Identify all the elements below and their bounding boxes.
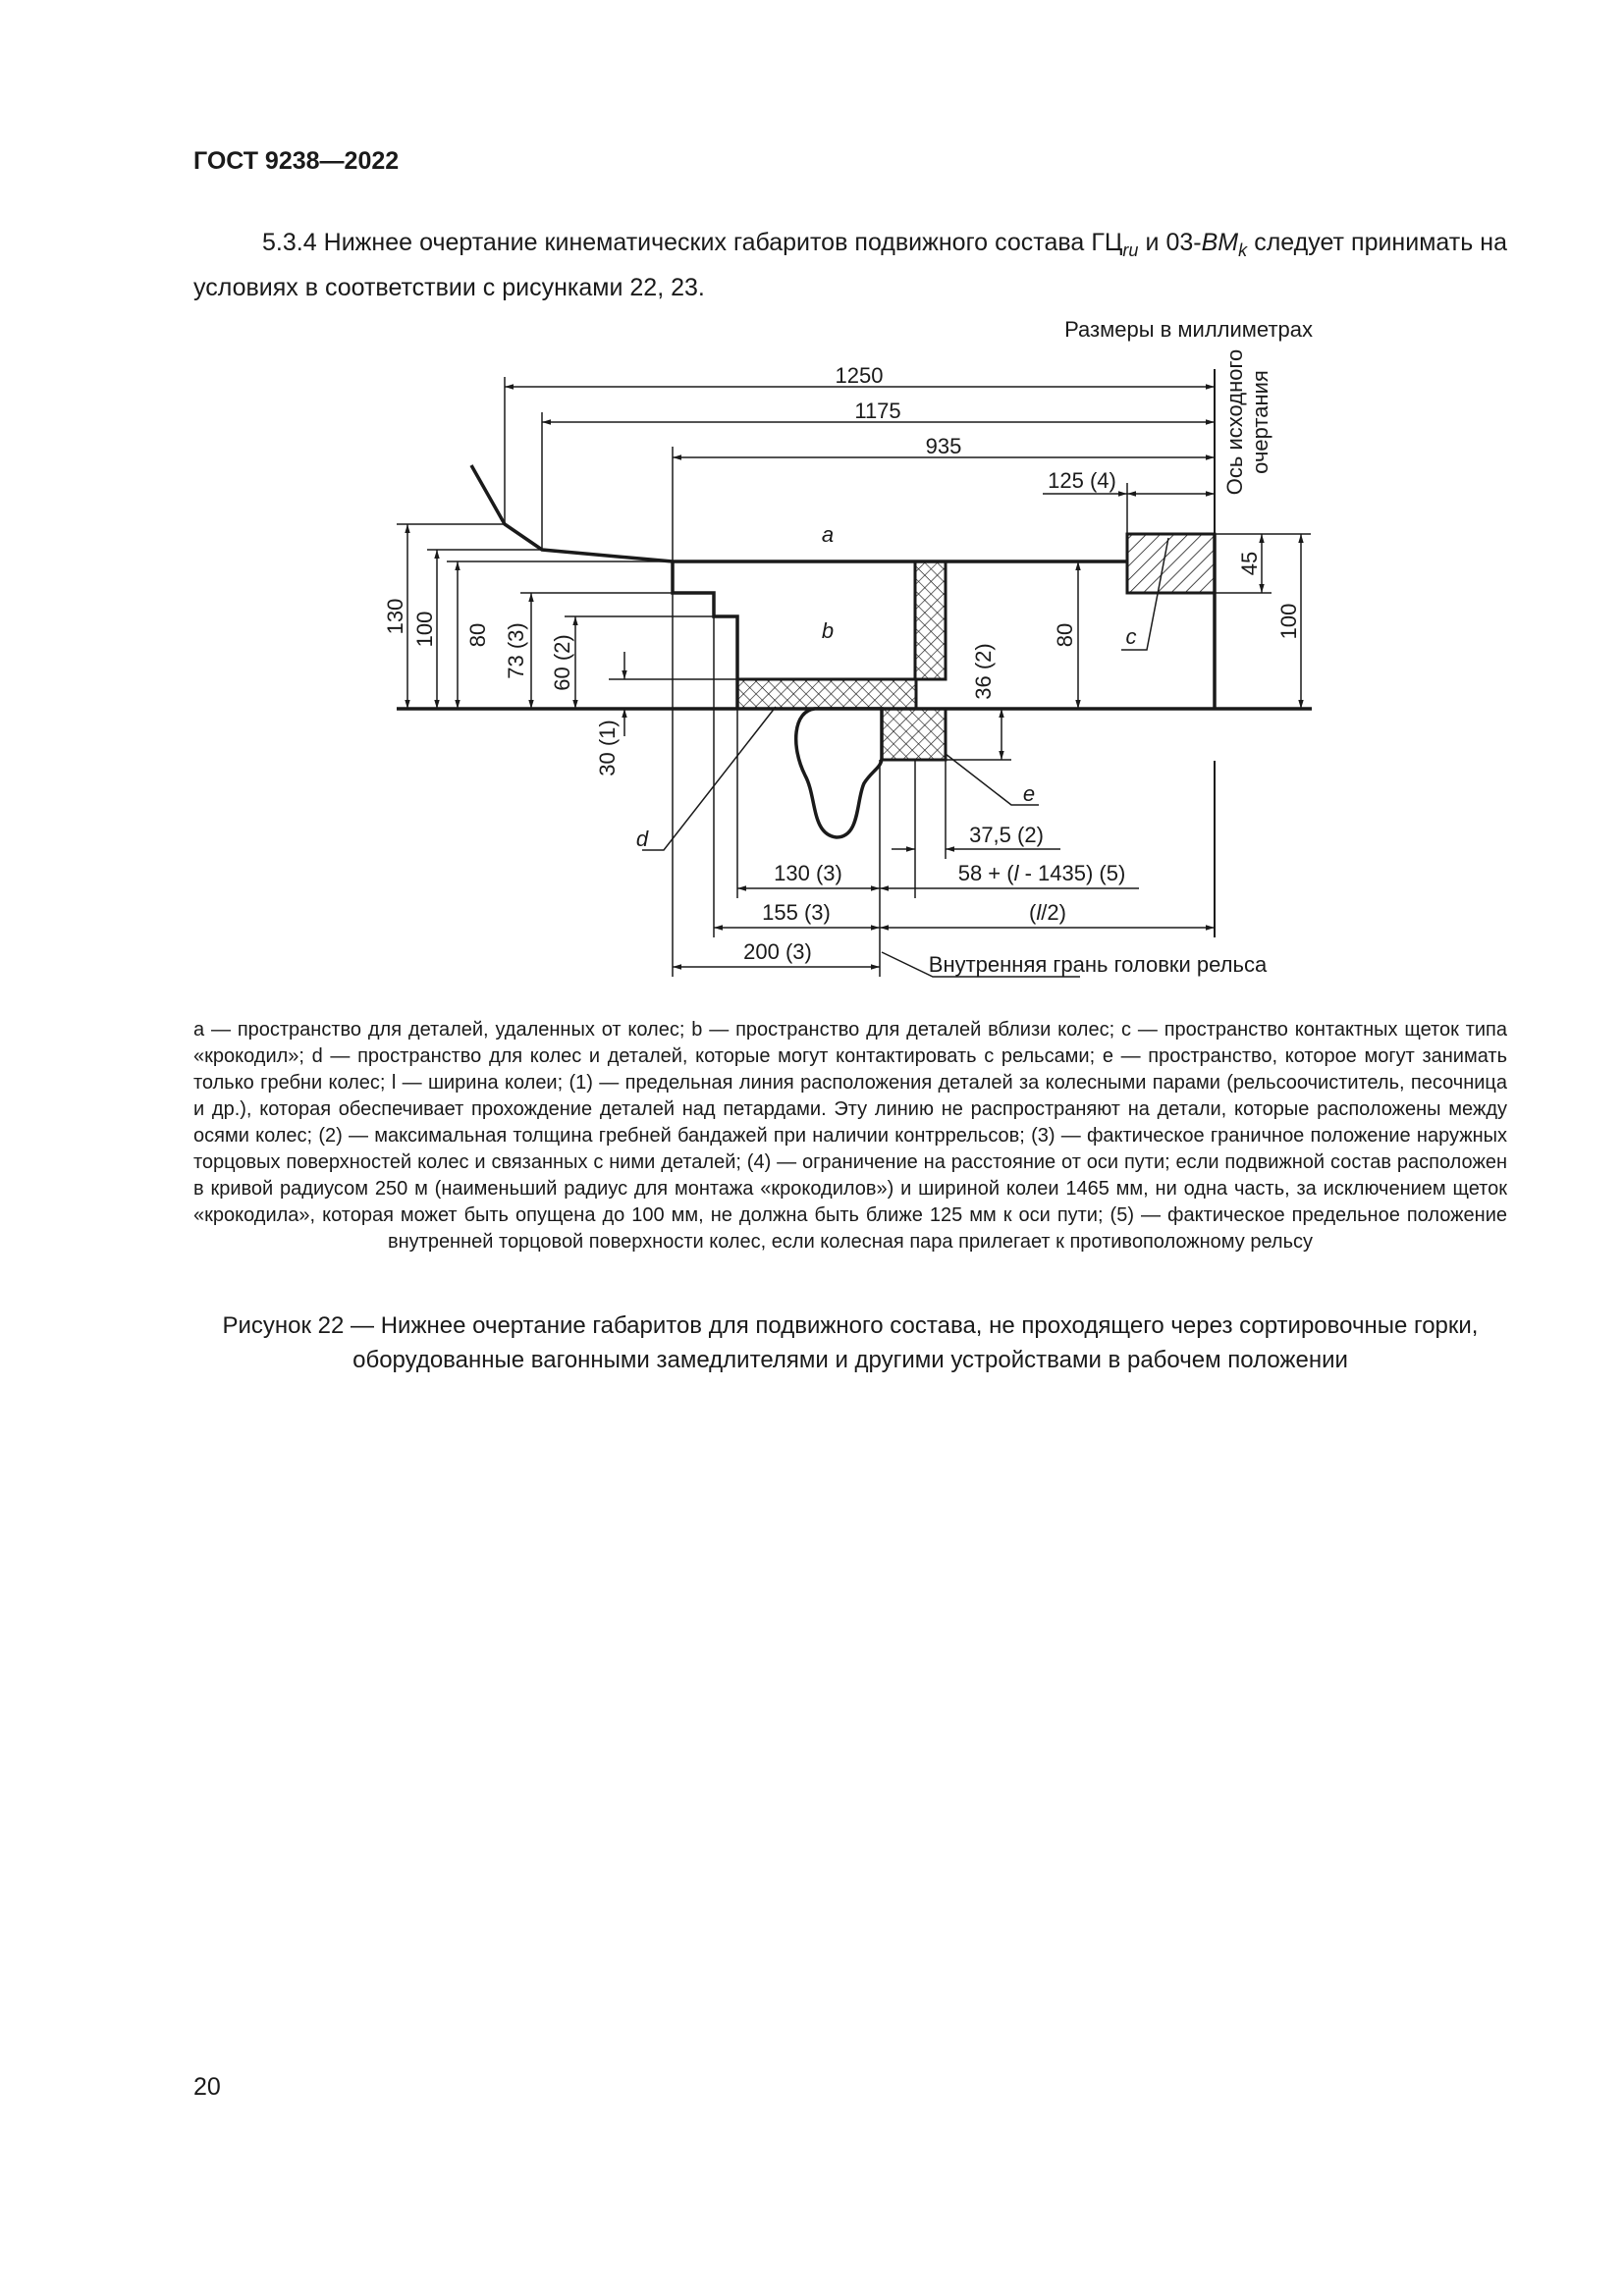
figure-legend: a — пространство для деталей, удаленных от колес; b — пространство для деталей вблизи колес; c — пространство контактных щеток типа «крокодил»; d — пространство для колес и деталей, которые могут контактировать с рельсами; e — пространство, которое могут занимать только гребни колес; l — ширина колеи; (1) — предельная линия расположения деталей за колесными парами (рельсоочиститель, песочница и др.), которая обеспечивает прохождение деталей над петардами. Эту линию не распространяют на детали, которые расположены между осями колес; (2) — максимальная толщина гребней бандажей при наличии контррельсов; (3) — фактическое граничное положение наружных торцовых поверхностей колес и связанных с ними деталей; (4) — ограничение на расстояние от оси пути; если подвижной состав расположен в кривой радиусом 250 м (наименьший радиус для монтажа «крокодилов») и шириной колеи 1465 мм, ни одна часть, за исключением щеток «крокодила», которая может быть опущена до 100 мм, не должна быть ближе 125 мм к оси пути; (5) — фактическое предельное положение внутренней торцовой поверхности колес, если колесная пара прилегает к противоположному рельсу	[193, 1019, 1507, 1253]
italic-bm: ВМ	[1201, 229, 1239, 256]
label-30-1: 30 (1)	[595, 720, 620, 776]
figure-caption: Рисунок 22 — Нижнее очертание габаритов для подвижного состава, не проходящего через сортировочные горки, оборудованные вагонными замедлителями и другими устройствами в рабочем положении	[222, 1312, 1479, 1373]
label-100-left: 100	[412, 611, 437, 648]
units-note: Размеры в миллиметрах	[1064, 317, 1313, 342]
paragraph-text-1: 5.3.4 Нижнее очертание кинематических габаритов подвижного состава ГЦ	[262, 229, 1123, 256]
zone-d-label: d	[635, 827, 649, 851]
zone-e-label: e	[1022, 781, 1036, 806]
zone-a-label: a	[821, 522, 835, 547]
label-155-3: 155 (3)	[762, 900, 831, 925]
label-l2: (l/2)	[1029, 900, 1066, 925]
gauge-top-outline	[471, 465, 1127, 561]
label-1175: 1175	[854, 399, 901, 423]
zone-e-lower-hatch	[880, 709, 946, 760]
label-73-3: 73 (3)	[504, 622, 528, 679]
axis-label-line2: очертания	[1248, 370, 1272, 474]
label-130-3: 130 (3)	[774, 861, 842, 885]
zone-e-vertical-hatch	[915, 561, 946, 679]
zone-b-label: b	[821, 618, 835, 643]
label-rail-edge: Внутренняя грань головки рельса	[928, 952, 1268, 977]
label-58: 58 + (l - 1435) (5)	[957, 861, 1126, 885]
label-125-4: 125 (4)	[1048, 468, 1116, 493]
document-header: ГОСТ 9238—2022	[193, 147, 400, 175]
label-100-right: 100	[1276, 603, 1301, 640]
label-1250: 1250	[835, 363, 884, 388]
leader-d	[642, 707, 776, 850]
gauge-step-outline	[673, 561, 737, 709]
zone-d-hatch	[737, 679, 916, 709]
paragraph-text-2: и 03-	[1138, 229, 1202, 256]
label-80-right: 80	[1053, 622, 1077, 648]
label-60-2: 60 (2)	[550, 634, 574, 691]
paragraph-text-3: следует принимать на условиях в соответствии с рисунками 22, 23.	[193, 229, 1507, 301]
page-number: 20	[193, 2073, 221, 2101]
label-80-left: 80	[465, 622, 490, 648]
zone-c-hatch	[1127, 534, 1215, 593]
label-200-3: 200 (3)	[743, 939, 812, 964]
subscript-ru: ru	[1122, 240, 1139, 260]
label-130: 130	[383, 598, 407, 635]
label-37-5-2: 37,5 (2)	[969, 823, 1044, 847]
label-935: 935	[925, 434, 962, 458]
label-45: 45	[1237, 551, 1262, 576]
subscript-k: k	[1238, 240, 1248, 260]
rail-profile	[796, 709, 882, 837]
gauge-diagram	[0, 0, 1624, 1011]
label-36-2: 36 (2)	[971, 643, 996, 700]
axis-label-line1: Ось исходного	[1222, 348, 1247, 496]
zone-c-label: c	[1125, 624, 1137, 649]
